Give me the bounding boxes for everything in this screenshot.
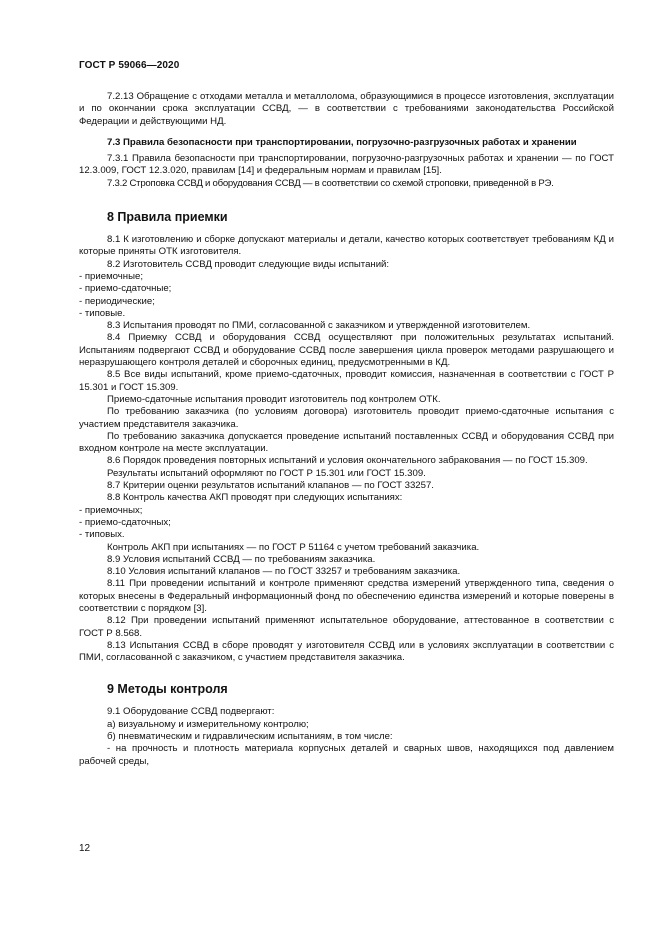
paragraph-7-3-1: 7.3.1 Правила безопасности при транспортировании, погрузочно-разгрузочных работах и хранении — по ГОСТ 12.3.009, ГОСТ 12.3.020, правилам [14] и федеральным нормам и правилам [15]. (79, 153, 614, 177)
list-item: - типовых. (79, 529, 125, 541)
paragraph: 9.1 Оборудование ССВД подвергают: (107, 706, 275, 718)
list-item: - типовые. (79, 307, 126, 319)
paragraph: По требованию заказчика допускается проведение испытаний поставленных ССВД и оборудования ССВД при входном контроле на месте эксплуатации. (79, 430, 614, 455)
paragraph: 8.3 Испытания проводят по ПМИ, согласованной с заказчиком и утвержденной изготовителем. (107, 320, 531, 332)
paragraph: По требованию заказчика (по условиям договора) изготовитель проводит приемо-сдаточные испытания с участием представителя заказчика. (79, 406, 614, 430)
paragraph: 8.2 Изготовитель ССВД проводит следующие виды испытаний: (107, 258, 390, 270)
paragraph: 8.7 Критерии оценки результатов испытаний клапанов — по ГОСТ 33257. (107, 480, 434, 492)
section-9-body (79, 706, 614, 767)
paragraph: 8.10 Условия испытаний клапанов — по ГОСТ 33257 и требованиям заказчика. (107, 566, 461, 578)
section-8-body (79, 234, 614, 664)
paragraph: 8.13 Испытания ССВД в сборе проводят у изготовителя ССВД или в условиях эксплуатации в соответствии с ПМИ, согласованной с заказчиком, с участием представителя заказчика. (79, 639, 614, 664)
heading-7-3: 7.3 Правила безопасности при транспортировании, погрузочно-разгрузочных работах и хранении (107, 136, 577, 148)
paragraph: 8.6 Порядок проведения повторных испытаний и условия окончательного забракования — по ГОСТ 15.309. (107, 455, 588, 467)
page-number: 12 (79, 843, 91, 854)
list-item: - приемо-сдаточные; (79, 283, 172, 295)
paragraph: Результаты испытаний оформляют по ГОСТ Р 15.301 или ГОСТ 15.309. (107, 467, 426, 479)
paragraph: а) визуальному и измерительному контролю; (107, 718, 309, 730)
list-item: - приемо-сдаточных; (79, 516, 171, 528)
paragraph: 8.11 При проведении испытаний и контроле применяют средства измерений утвержденного типа, сведения о которых внесены в Федеральный информационный фонд по обеспечению единства измерений и которые поверены в соответствии с порядком [3]. (79, 578, 614, 614)
heading-section-8: 8 Правила приемки (107, 210, 228, 225)
paragraph: 8.9 Условия испытаний ССВД — по требованиям заказчика. (107, 553, 376, 565)
paragraph: 8.1 К изготовлению и сборке допускают материалы и детали, качество которых соответствует требованиям КД и которые приняты ОТК изготовителя. (79, 234, 614, 258)
paragraph: Приемо-сдаточные испытания проводит изготовитель под контролем ОТК. (107, 393, 441, 405)
list-item: - периодические; (79, 295, 155, 307)
paragraph: 8.4 Приемку ССВД и оборудования ССВД осуществляют при положительных результатах испытаний. Испытаниям подвергают ССВД и оборудование ССВД после завершения цикла проверок методами разрушающего и неразрушающего контроля деталей и сборочных единиц, предусмотренными в КД. (79, 332, 614, 369)
paragraph: 8.8 Контроль качества АКП проводят при следующих испытаниях: (107, 492, 403, 504)
paragraph: б) пневматическим и гидравлическим испытаниям, в том числе: (107, 731, 393, 743)
list-item: - приемочные; (79, 270, 143, 282)
paragraph: 8.5 Все виды испытаний, кроме приемо-сдаточных, проводит комиссия, назначенная в соответствии с ГОСТ Р 15.301 и ГОСТ 15.309. (79, 369, 614, 393)
list-item: - приемочных; (79, 504, 143, 516)
paragraph: Контроль АКП при испытаниях — по ГОСТ Р 51164 с учетом требований заказчика. (107, 541, 480, 553)
document-header: ГОСТ Р 59066—2020 (79, 60, 180, 71)
paragraph-7-3-2: 7.3.2 Строповка ССВД и оборудования ССВД — в соответствии со схемой строповки, приведенной в РЭ. (107, 177, 554, 189)
heading-section-9: 9 Методы контроля (107, 682, 228, 697)
paragraph: - на прочность и плотность материала корпусных деталей и сварных швов, находящихся под давлением рабочей среды, (79, 743, 614, 767)
paragraph: 8.12 При проведении испытаний применяют испытательное оборудование, аттестованное в соответствии с ГОСТ Р 8.568. (79, 615, 614, 639)
page-content (79, 91, 614, 768)
paragraph-7-2-13: 7.2.13 Обращение с отходами металла и металлолома, образующимися в процессе изготовления, эксплуатации и по окончании срока эксплуатации ССВД, — в соответствии с требованиями законодательства Российской Федерации и действующими НД. (79, 91, 614, 127)
